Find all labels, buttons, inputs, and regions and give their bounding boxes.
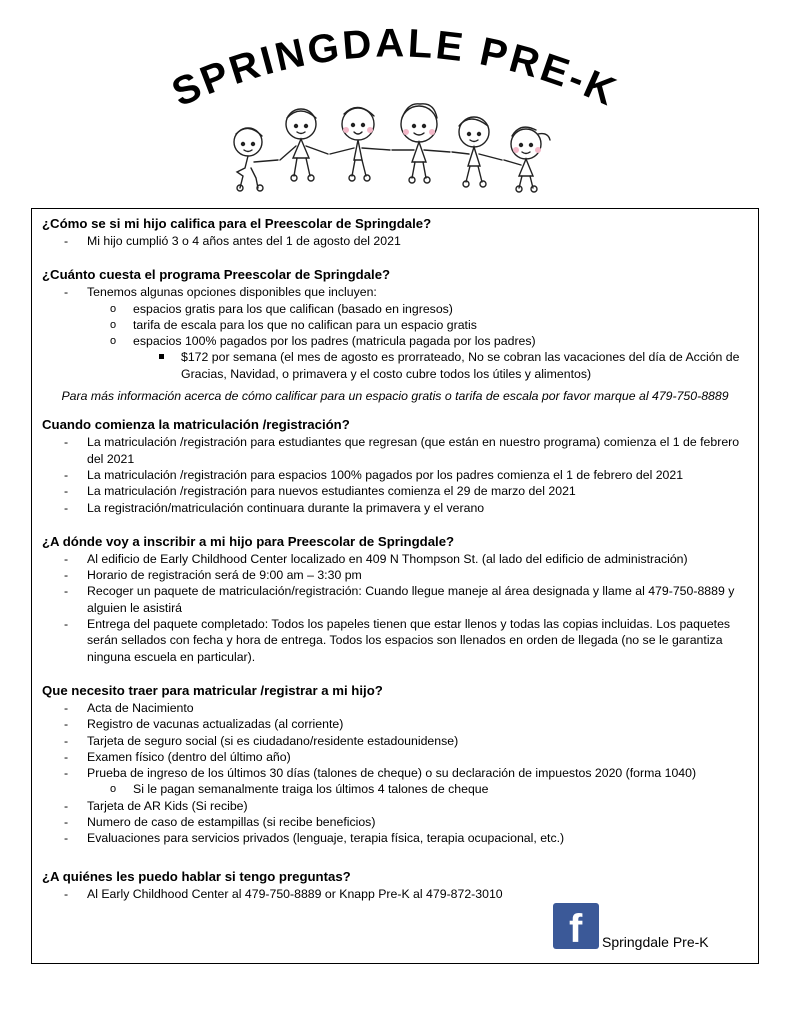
faq-box — [31, 208, 759, 964]
dash-marker: - — [64, 831, 69, 846]
dash-marker: - — [64, 484, 69, 499]
list-item: - Tenemos algunas opciones disponibles que incluyen: — [64, 285, 377, 300]
facebook-page-label[interactable]: Springdale Pre-K — [602, 934, 709, 950]
dash-marker: - — [64, 700, 69, 715]
circle-marker: o — [110, 335, 117, 348]
list-item: - Entrega del paquete completado: Todos los papeles tienen que estar llenos y todas las copias incluidas. Los paquetes serán sellados con fecha y hora de entrega. Todos los espacios son llenados en orden de llegada (no se le garantiza ninguna escuela en particular). — [64, 617, 731, 664]
list-item: - Examen físico (dentro del último año) — [64, 749, 291, 764]
section-heading: ¿A quiénes les puedo hablar si tengo preguntas? — [42, 868, 351, 884]
dash-marker: - — [64, 435, 69, 450]
header — [0, 0, 792, 200]
list-item: - La matriculación /registración para estudiantes que regresan (que están en nuestro programa) comienza el 1 de febrero del 2021 — [64, 435, 740, 466]
dash-marker: - — [64, 568, 69, 583]
list-item: $172 por semana (el mes de agosto es prorrateado, No se cobran las vacaciones del día de Acción de Gracias, Navidad, o primavera y el costo cubre todos los útiles y alimentos) — [42, 349, 748, 382]
dash-marker: - — [64, 467, 69, 482]
dash-marker: - — [64, 500, 69, 515]
list-item: - Numero de caso de estampillas (si recibe beneficios) — [64, 815, 376, 830]
list-item: o Si le pagan semanalmente traiga los últimos 4 talones de cheque — [110, 782, 489, 797]
list-item: - Tarjeta de AR Kids (Si recibe) — [64, 798, 248, 813]
header-art — [0, 0, 792, 200]
dash-marker: - — [64, 717, 69, 732]
dash-marker: - — [64, 234, 69, 248]
section-heading: ¿A dónde voy a inscribir a mi hijo para Preescolar de Springdale? — [42, 533, 455, 549]
list-item: o tarifa de escala para los que no califican para un espacio gratis — [110, 317, 477, 332]
list-item: - Prueba de ingreso de los últimos 30 días (talones de cheque) o su declaración de impuestos 2020 (forma 1040) — [64, 766, 697, 781]
section-cost — [42, 266, 748, 404]
section-where — [42, 533, 748, 665]
list-item: - Horario de registración será de 9:00 am – 3:30 pm — [64, 568, 362, 583]
section-qualify — [42, 215, 748, 249]
dash-marker: - — [64, 749, 69, 764]
section-contact — [42, 868, 748, 902]
list-item: - La matriculación /registración para nuevos estudiantes comienza el 29 de marzo del 2021 — [64, 484, 576, 499]
children-illustration — [234, 104, 550, 192]
facebook-icon[interactable] — [553, 903, 599, 949]
dash-marker: - — [64, 798, 69, 813]
section-start — [42, 416, 748, 515]
list-item: o espacios 100% pagados por los padres (matricula pagada por los padres) — [110, 334, 536, 349]
list-item: - Recoger un paquete de matriculación/registración: Cuando llegue maneje al área designada y llame al 479-750-8889 y alguien le asistirá — [64, 584, 735, 615]
section-heading: Cuando comienza la matriculación /registración? — [42, 417, 350, 433]
list-item: - Evaluaciones para servicios privados (lenguaje, terapia física, terapia ocupacional, etc.) — [64, 831, 565, 846]
dash-marker: - — [64, 617, 69, 632]
list-item: - Al edificio de Early Childhood Center localizado en 409 N Thompson St. (al lado del edificio de administración) — [64, 551, 688, 566]
info-note: Para más información acerca de cómo calificar para un espacio gratis o tarifa de escala por favor marque al 479-750-8889 — [61, 389, 729, 404]
dash-marker: - — [64, 815, 69, 830]
page-title: SPRINGDALE PRE-K — [165, 21, 625, 116]
dash-marker: - — [64, 584, 69, 599]
section-bring — [42, 682, 748, 847]
dash-marker: - — [64, 733, 69, 748]
list-item: - Tarjeta de seguro social (si es ciudadano/residente estadounidense) — [64, 733, 459, 748]
dash-marker: - — [64, 766, 69, 781]
circle-marker: o — [110, 783, 117, 796]
section-heading: Que necesito traer para matricular /registrar a mi hijo? — [42, 682, 383, 698]
section-heading: ¿Cuánto cuesta el programa Preescolar de Springdale? — [42, 267, 391, 283]
dash-marker: - — [64, 551, 69, 566]
dash-marker: - — [64, 285, 69, 300]
list-item: - La matriculación /registración para espacios 100% pagados por los padres comienza el 1 de febrero del 2021 — [64, 467, 684, 482]
list-item: - La registración/matriculación continuara durante la primavera y el verano — [64, 500, 485, 515]
list-item: - Registro de vacunas actualizadas (al corriente) — [64, 717, 344, 732]
section-heading: ¿Cómo se si mi hijo califica para el Preescolar de Springdale? — [42, 216, 432, 231]
circle-marker: o — [110, 302, 117, 315]
list-item: - Acta de Nacimiento — [64, 700, 194, 715]
list-item: - Al Early Childhood Center al 479-750-8889 or Knapp Pre-K al 479-872-3010 — [64, 886, 503, 901]
facebook-glyph: f — [569, 907, 583, 951]
list-item: o espacios gratis para los que califican (basado en ingresos) — [110, 301, 453, 316]
square-marker — [159, 354, 164, 359]
list-item: - Mi hijo cumplió 3 o 4 años antes del 1 de agosto del 2021 — [64, 234, 401, 248]
circle-marker: o — [110, 318, 117, 331]
dash-marker: - — [64, 886, 69, 901]
